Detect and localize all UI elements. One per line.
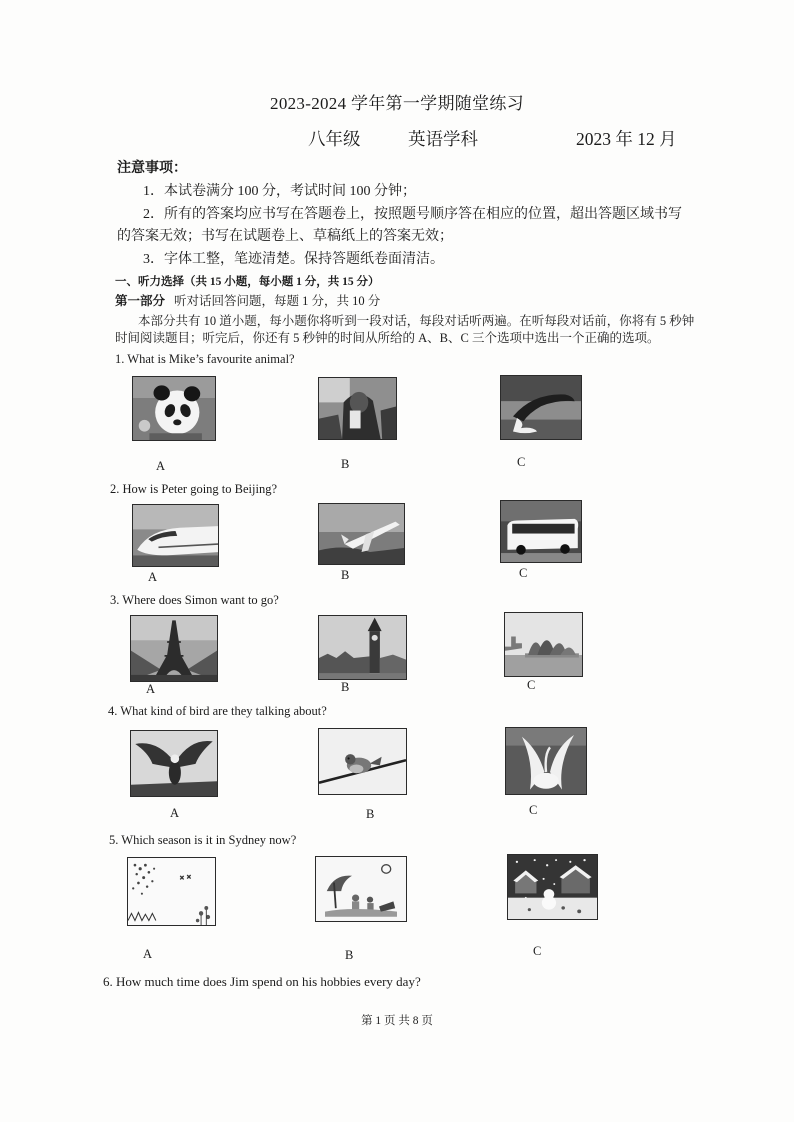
notice-line-3: 的答案无效；书写在试题卷上、草稿纸上的答案无效； [117, 229, 453, 244]
q1-option-b: B [341, 457, 350, 471]
question-6: 6. How much time does Jim spend on his hobbies every day? [103, 974, 421, 989]
part-label: 第一部分 [115, 294, 166, 308]
dolphin-image [500, 375, 582, 440]
q1-option-a: A [156, 459, 166, 473]
airplane-image [318, 503, 405, 565]
sparrow-image [318, 728, 407, 795]
eiffel-tower-image [130, 615, 218, 682]
instruction-line-2: 时间阅读题目；听完后，你还有 5 秒钟的时间从所给的 A、B、C 三个选项中选出一个正确的选项。 [115, 331, 660, 345]
q1-option-c: C [517, 455, 526, 469]
q3-option-a: A [146, 682, 156, 696]
q2-option-c: C [519, 566, 528, 580]
notice-heading: 注意事项： [117, 161, 187, 176]
exam-date: 2023 年 12 月 [576, 129, 677, 149]
question-5: 5. Which season is it in Sydney now? [109, 833, 297, 847]
q5-option-c: C [533, 944, 542, 958]
notice-line-4: 3．字体工整，笔迹清楚。保持答题纸卷面清洁。 [143, 252, 444, 267]
winter-scene-image [507, 854, 598, 920]
q4-option-c: C [529, 803, 538, 817]
question-3: 3. Where does Simon want to go? [110, 593, 279, 607]
q4-option-a: A [170, 806, 180, 820]
bus-image [500, 500, 582, 563]
bullet-train-image [132, 504, 219, 567]
question-4: 4. What kind of bird are they talking about? [108, 704, 327, 718]
notice-line-1: 1．本试卷满分 100 分，考试时间 100 分钟； [143, 184, 416, 199]
q3-option-b: B [341, 680, 350, 694]
q3-option-c: C [527, 678, 536, 692]
notice-line-2: 2．所有的答案均应书写在答题卷上，按照题号顺序答在相应的位置，超出答题区域书写 [143, 207, 682, 222]
section-heading: 一、听力选择（共 15 小题，每小题 1 分，共 15 分） [115, 276, 380, 288]
instruction-line-1: 本部分共有 10 道小题，每小题你将听到一段对话，每段对话听两遍。在听每段对话前，你将有 5 秒钟 [138, 314, 695, 328]
panda-image [132, 376, 216, 441]
eagle-image [130, 730, 218, 797]
q5-option-b: B [345, 948, 354, 962]
exam-title: 2023-2024 学年第一学期随堂练习 [270, 94, 524, 113]
q2-option-a: A [148, 570, 158, 584]
spring-scene-image [127, 857, 216, 926]
sydney-opera-house-image [504, 612, 583, 677]
gorilla-image [318, 377, 397, 440]
subject-label: 英语学科 [408, 129, 478, 149]
big-ben-image [318, 615, 407, 680]
q2-option-b: B [341, 568, 350, 582]
q4-option-b: B [366, 807, 375, 821]
summer-scene-image [315, 856, 407, 922]
grade-label: 八年级 [308, 129, 361, 149]
page-number: 第 1 页 共 8 页 [361, 1015, 433, 1027]
q5-option-a: A [143, 947, 153, 961]
question-2: 2. How is Peter going to Beijing? [110, 482, 277, 496]
part-description: 听对话回答问题，每题 1 分，共 10 分 [174, 294, 381, 308]
question-1: 1. What is Mike’s favourite animal? [115, 352, 295, 366]
part-heading [115, 294, 380, 309]
crane-image [505, 727, 587, 795]
